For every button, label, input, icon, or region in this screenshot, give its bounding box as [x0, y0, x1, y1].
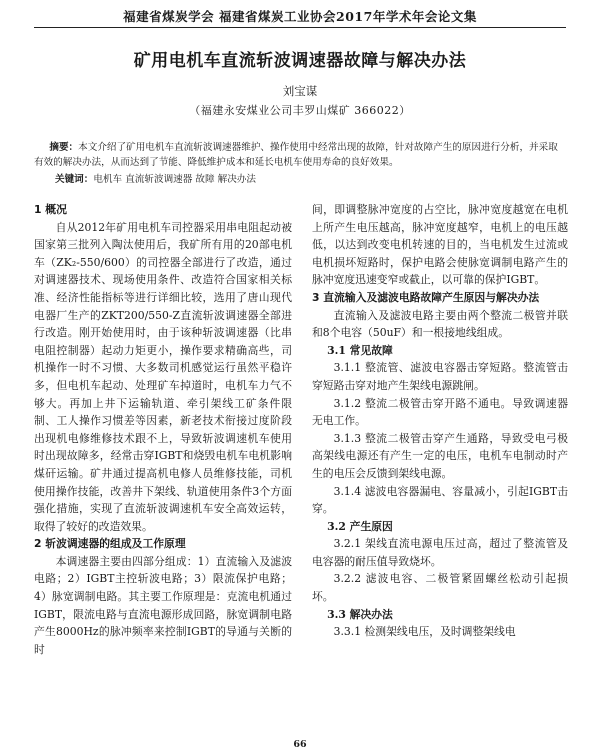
item-3-2-2: 3.2.2 滤波电容、二极管紧固螺丝松动引起损坏。: [312, 572, 568, 604]
abstract-text: 本文介绍了矿用电机车直流斩波调速器维护、操作使用中经常出现的故障，针对故障产生的原因进行分析，并采取有效的解决办法，从而达到了节能、降低维护成本和延长电机车使用寿命的良好效果。: [34, 142, 558, 168]
section-2-paragraph: 本调速器主要由四部分组成：1）直流输入及滤波电路；2）IGBT主控斩波电路；3）限流保护电路；4）脉宽调制电路。其主要工作原理是：克流电机通过IGBT，限流电路与直流电源形成回路，脉宽调制电路产生8000Hz的脉冲频率来控制IGBT的导通与关断的时: [34, 554, 292, 656]
section-3-1-heading: 3.1 常见故障: [327, 343, 393, 357]
keywords-label: 关键词：: [55, 174, 94, 185]
keywords-text: 电机车 直流斩波调速器 故障 解决办法: [93, 174, 257, 185]
item-3-1-1: 3.1.1 整流管、滤波电容器击穿短路。整流管击穿短路击穿对地产生架线电源跳闸。: [312, 361, 568, 392]
affiliation: （福建永安煤业公司丰罗山煤矿 366022）: [189, 104, 411, 117]
abstract-label: 摘要：: [49, 142, 79, 153]
left-column: [34, 201, 292, 658]
page-number: 66: [293, 739, 307, 750]
section-3-paragraph: 直流输入及滤波电路主要由两个整流二极管并联和8个电容（50uF）和一根接地线组成。: [312, 308, 568, 340]
section-2-heading: 2 斩波调速器的组成及工作原理: [34, 537, 186, 551]
author: 刘宝谋: [282, 84, 318, 98]
abstract: [34, 140, 566, 170]
abstract-paragraph: [34, 140, 566, 170]
item-3-3-1: 3.3.1 检测架线电压，及时调整架线电: [333, 625, 516, 639]
section-3-heading: 3 直流输入及滤波电路故障产生原因与解决办法: [312, 290, 540, 304]
section-3-2-heading: 3.2 产生原因: [327, 519, 393, 533]
right-column: [312, 201, 568, 641]
paper-title: 矿用电机车直流斩波调速器故障与解决办法: [133, 51, 467, 71]
section-3-3-heading: 3.3 解决办法: [327, 607, 393, 621]
section-1-heading: 1 概况: [34, 203, 67, 216]
item-3-1-2: 3.1.2 整流二极管击穿开路不通电。导致调速器无电工作。: [312, 396, 568, 428]
section-1-paragraph: 自从2012年矿用电机车司控器采用串电阻起动被国家第三批列入陶汰使用后，我矿所有用的20部电机车（ZK₂-550/600）的司控器全部进行了改造，通过对调速器技术、现场使用条件、改造符合国家相关标准、经济性能指标等进行详细比较，选用了唐山现代电器厂生产的ZKT200/550-Z直流斩波调速器全部进行改造。刚开始使用时，由于该种斩波调速器（比串电阻控制器）起动力矩更小，操作要求精确高些，司机操作一时不习惯、大多数司机感觉运行虽然平稳许多，但电机车起动、处理矿车掉道时，电机车力气不够大。再加上井下运输轨道、牵引架线工矿条件限制、工人操作习惯差等因素，新老技术衔接过度阶段出现机电修维修技术跟不上，导致斩波调速机车使用时出现故障多，经常击穿IGBT和烧毁电机车电机影响煤矸运输。矿井通过提高机电修人员维修技能，司机使用操作技能，改善井下架线、轨道使用条件3个方面强化措施，实现了直流斩波调速机车安全高效运转，取得了较好的改造效果。: [34, 220, 292, 533]
item-3-1-4: 3.1.4 滤波电容器漏电、容量减小，引起IGBT击穿。: [312, 484, 568, 516]
running-header: 福建省煤炭学会 福建省煤炭工业协会2017年学术年会论文集: [123, 9, 477, 24]
keywords: [55, 171, 256, 185]
item-3-1-3: 3.1.3 整流二极管击穿产生通路，导致受电弓极高架线电源还有产生一定的电压，电机车电制动时产生的电压会反馈到架线电源。: [312, 431, 568, 480]
continued-paragraph: 间，即调整脉冲宽度的占空比，脉冲宽度越宽在电机上所产生电压越高，脉冲宽度越窄，电机上的电压越低，以达到改变电机转速的目的，当电机发生过流或电机损坏短路时，保护电路会使脉宽调制电路产生的脉冲宽度迅速变窄或截止，以可靠的保护IGBT。: [312, 203, 568, 287]
header-rule: [34, 27, 566, 28]
item-3-2-1: 3.2.1 架线直流电源电压过高，超过了整流管及电容器的耐压值导致烧坏。: [312, 537, 568, 568]
